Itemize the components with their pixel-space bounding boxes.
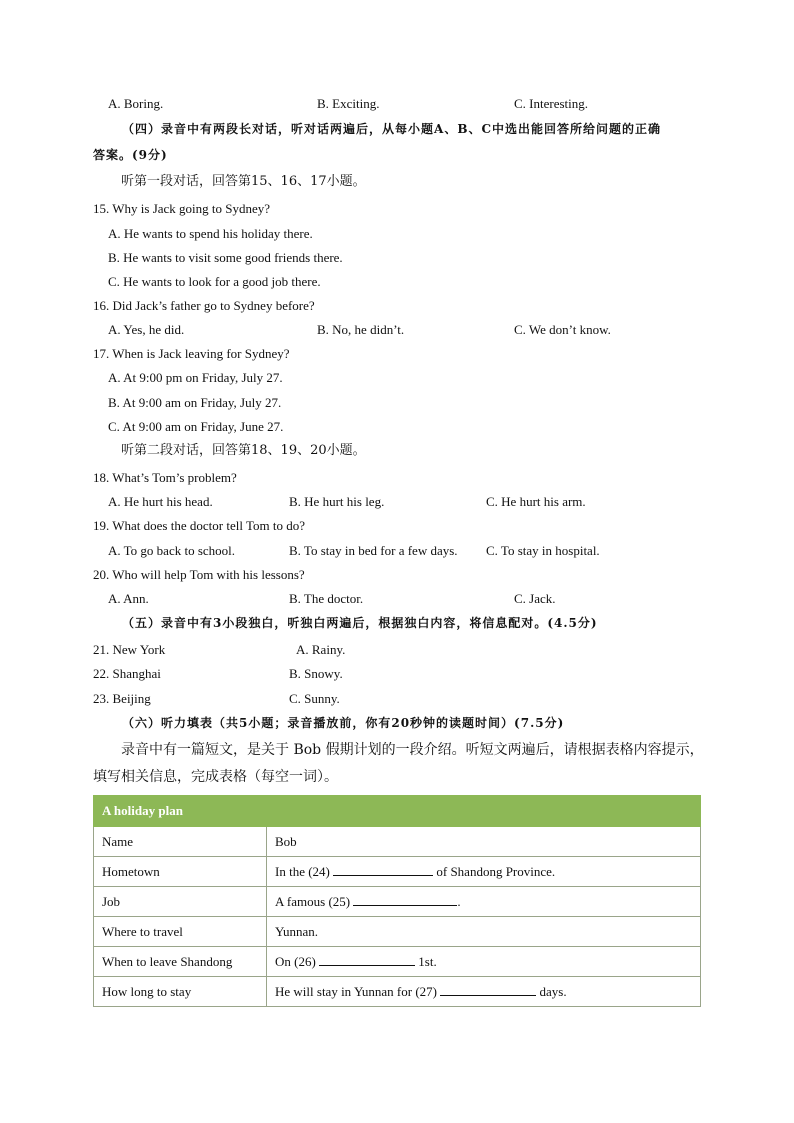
row-value bbox=[267, 917, 701, 947]
match-left-23: 23. Beijing bbox=[93, 691, 151, 706]
q20-option-a: A. Ann. bbox=[108, 591, 149, 606]
q16-option-b: B. No, he didn’t. bbox=[317, 322, 405, 337]
q19-question: 19. What does the doctor tell Tom to do? bbox=[93, 518, 305, 533]
value-text: Bob bbox=[275, 833, 297, 849]
q16-option-c: C. We don’t know. bbox=[514, 322, 611, 337]
table-row bbox=[94, 827, 701, 857]
table-row bbox=[94, 887, 701, 917]
q15-question: 15. Why is Jack going to Sydney? bbox=[93, 201, 271, 216]
table-row bbox=[94, 947, 701, 977]
value-text-after: . bbox=[457, 894, 461, 909]
value-text-after: 1st. bbox=[418, 954, 437, 969]
row-value bbox=[267, 977, 701, 1007]
row-label: How long to stay bbox=[94, 977, 267, 1007]
dialog1-note: 听第一段对话，回答第15、16、17小题。 bbox=[121, 174, 366, 189]
q17-question: 17. When is Jack leaving for Sydney? bbox=[93, 346, 290, 361]
row-value bbox=[267, 947, 701, 977]
match-right-c: C. Sunny. bbox=[289, 691, 340, 706]
row-value bbox=[267, 887, 701, 917]
table-row bbox=[94, 857, 701, 887]
q14-option-c: C. Interesting. bbox=[514, 96, 589, 111]
match-right-b: B. Snowy. bbox=[289, 666, 343, 681]
q15-option-b: B. He wants to visit some good friends there. bbox=[108, 250, 343, 265]
q15-option-c: C. He wants to look for a good job there. bbox=[108, 274, 321, 289]
blank-25[interactable] bbox=[353, 893, 457, 906]
match-right-a: A. Rainy. bbox=[296, 642, 346, 657]
q18-option-a: A. He hurt his head. bbox=[108, 494, 213, 509]
q17-option-a: A. At 9:00 pm on Friday, July 27. bbox=[108, 370, 283, 385]
table-header-row bbox=[94, 796, 701, 827]
section4-instruction-line2: 答案。(9分) bbox=[93, 148, 168, 162]
section6-instruction: （六）听力填表（共5小题；录音播放前，你有20秒钟的读题时间）(7.5分) bbox=[122, 716, 565, 730]
row-value bbox=[267, 857, 701, 887]
q15-option-a: A. He wants to spend his holiday there. bbox=[108, 226, 313, 241]
q17-option-b: B. At 9:00 am on Friday, July 27. bbox=[108, 395, 282, 410]
row-label: When to leave Shandong bbox=[94, 947, 267, 977]
q16-question: 16. Did Jack’s father go to Sydney before? bbox=[93, 298, 315, 313]
row-label: Job bbox=[94, 887, 267, 917]
q18-question: 18. What’s Tom’s problem? bbox=[93, 470, 237, 485]
value-text: A famous (25) bbox=[275, 894, 351, 909]
value-text: On (26) bbox=[275, 954, 316, 969]
row-label: Name bbox=[94, 827, 267, 857]
value-text-after: of Shandong Province. bbox=[436, 864, 556, 879]
q20-question: 20. Who will help Tom with his lessons? bbox=[93, 567, 305, 582]
q19-option-b: B. To stay in bed for a few days. bbox=[289, 543, 458, 558]
q19-option-a: A. To go back to school. bbox=[108, 543, 236, 558]
blank-24[interactable] bbox=[333, 863, 433, 876]
table-row bbox=[94, 977, 701, 1007]
q14-option-b: B. Exciting. bbox=[317, 96, 380, 111]
passage-intro-line2: 填写相关信息，完成表格（每空一词）。 bbox=[93, 769, 338, 785]
value-text-after: days. bbox=[539, 984, 567, 999]
row-label: Hometown bbox=[94, 857, 267, 887]
match-left-22: 22. Shanghai bbox=[93, 666, 161, 681]
q19-option-c: C. To stay in hospital. bbox=[486, 543, 600, 558]
blank-27[interactable] bbox=[440, 983, 536, 996]
value-text: In the (24) bbox=[275, 864, 330, 879]
value-text: Yunnan. bbox=[275, 923, 318, 939]
row-label: Where to travel bbox=[94, 917, 267, 947]
row-value bbox=[267, 827, 701, 857]
table-title: A holiday plan bbox=[94, 796, 701, 827]
table-row bbox=[94, 917, 701, 947]
q14-option-a: A. Boring. bbox=[108, 96, 164, 111]
q20-option-b: B. The doctor. bbox=[289, 591, 364, 606]
section4-instruction-line1: （四）录音中有两段长对话，听对话两遍后，从每小题A、B、C中选出能回答所给问题的正确 bbox=[122, 122, 662, 136]
passage-intro-line1: 录音中有一篇短文，是关于 Bob 假期计划的一段介绍。听短文两遍后，请根据表格内容提示， bbox=[121, 742, 704, 758]
blank-26[interactable] bbox=[319, 953, 415, 966]
q18-option-c: C. He hurt his arm. bbox=[486, 494, 586, 509]
match-left-21: 21. New York bbox=[93, 642, 166, 657]
q20-option-c: C. Jack. bbox=[514, 591, 556, 606]
value-text: He will stay in Yunnan for (27) bbox=[275, 984, 437, 999]
holiday-plan-table bbox=[93, 795, 701, 1007]
section5-instruction: （五）录音中有3小段独白，听独白两遍后，根据独白内容，将信息配对。(4.5分) bbox=[122, 616, 598, 630]
dialog2-note: 听第二段对话，回答第18、19、20小题。 bbox=[121, 443, 366, 458]
q17-option-c: C. At 9:00 am on Friday, June 27. bbox=[108, 419, 284, 434]
q16-option-a: A. Yes, he did. bbox=[108, 322, 185, 337]
q18-option-b: B. He hurt his leg. bbox=[289, 494, 385, 509]
